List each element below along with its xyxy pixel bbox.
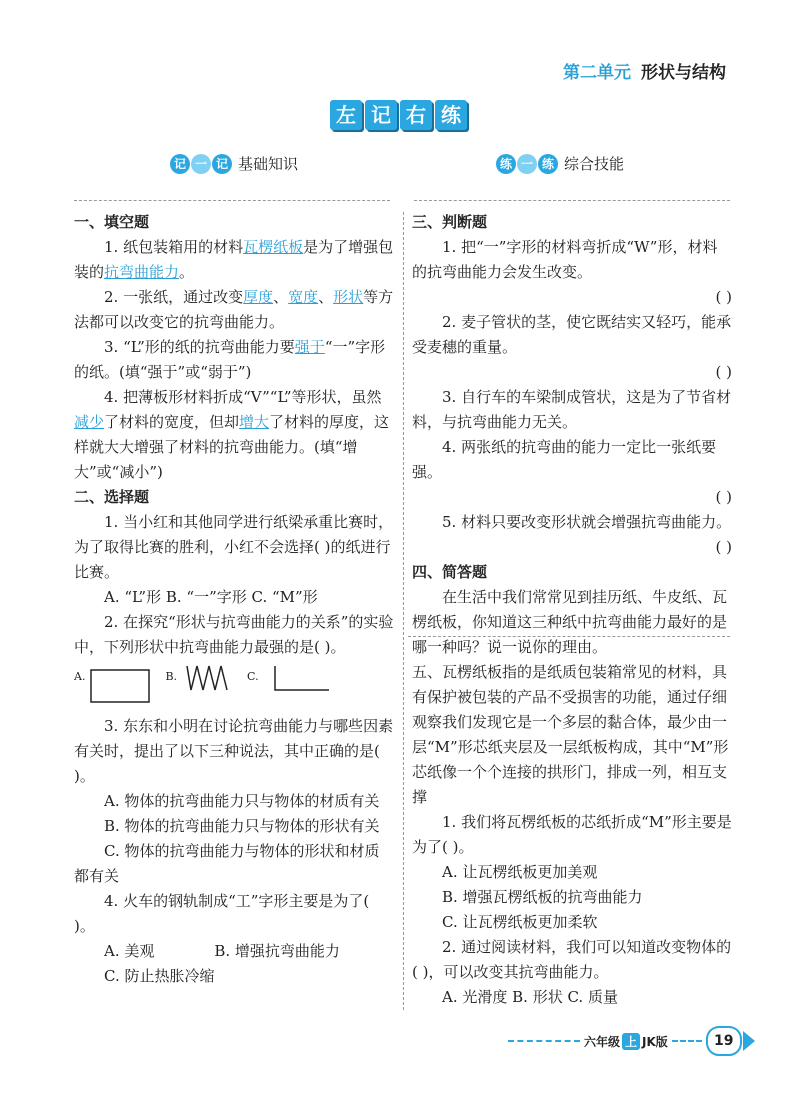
- right-badge: [496, 154, 558, 174]
- answer-paren: ( ): [715, 363, 732, 381]
- choice-options-1: A. “L”形 B. “一”字形 C. “M”形: [104, 588, 318, 606]
- grade-label: 六年级: [584, 1034, 621, 1049]
- option-label: B.: [165, 670, 178, 683]
- page-header: [563, 58, 726, 83]
- fill-question-2: 2. 一张纸，通过改变厚度、宽度、形状等方法都可以改变它的抗弯曲能力。: [74, 288, 394, 331]
- section-title-fill: 一、填空题: [74, 213, 150, 231]
- page-number: 19: [706, 1026, 742, 1056]
- option-label: C.: [247, 670, 259, 683]
- right-section-label: 综合技能: [564, 155, 625, 173]
- reading-question-2: 2. 通过阅读材料，我们可以知道改变物体的( )，可以改变其抗弯曲能力。: [412, 938, 732, 981]
- shape-option-c: [247, 664, 333, 694]
- choice-options-4: A. 美观 B. 增强抗弯曲能力: [104, 942, 340, 960]
- reading-section: [412, 660, 732, 1010]
- shape-option-b: [165, 664, 233, 694]
- choice-option-4c: C. 防止热胀冷缩: [104, 967, 215, 985]
- arrow-right-icon: [743, 1031, 755, 1051]
- unit-title: 形状与结构: [641, 63, 726, 83]
- left-section-heading: [170, 153, 298, 174]
- choice-question-1: 1. 当小红和其他同学进行纸梁承重比赛时，为了取得比赛的胜利，小红不会选择( )的纸进行比赛。: [74, 513, 394, 581]
- reading-option-1a: A. 让瓦楞纸板更加美观: [442, 863, 598, 881]
- answer: 减少: [74, 413, 105, 431]
- judge-answer-row: [412, 535, 732, 560]
- left-section-label: 基础知识: [238, 155, 299, 173]
- answer: 宽度: [288, 288, 319, 306]
- answer: 强于: [294, 338, 325, 356]
- unit-label: 第二单元: [563, 63, 631, 83]
- judge-answer-row: [412, 285, 732, 310]
- judge-item: 2. 麦子管状的茎，使它既结实又轻巧，能承受麦穗的重量。: [412, 313, 732, 356]
- column-divider: [403, 212, 404, 1010]
- answer: 形状: [333, 288, 364, 306]
- answer: 抗弯曲能力: [104, 263, 180, 281]
- reading-options-2: A. 光滑度 B. 形状 C. 质量: [442, 988, 618, 1006]
- judge-item: 1. 把“一”字形的材料弯折成“W”形，材料的抗弯曲能力会发生改变。: [412, 238, 718, 281]
- judge-item: 5. 材料只要改变形状就会增强抗弯曲能力。: [442, 513, 732, 531]
- footer-dash: [672, 1040, 702, 1042]
- reading-option-1b: B. 增强瓦楞纸板的抗弯曲能力: [442, 888, 643, 906]
- short-answer-question: 在生活中我们常常见到挂历纸、牛皮纸、瓦楞纸板，你知道这三种纸中抗弯曲能力最好的是哪一种吗？说一说你的理由。: [412, 588, 728, 656]
- answer-paren: ( ): [715, 288, 732, 306]
- fill-question-4: 4. 把薄板形材料折成“V”“L”等形状，虽然减少了材料的宽度，但却增大了材料的厚度，这样就大大增强了材料的抗弯曲能力。(填“增大”或“减小”): [74, 388, 390, 481]
- left-column: [74, 210, 394, 989]
- fill-question-3: 3. “L”形的纸的抗弯曲能力要强于“一”字形的纸。(填“强于”或“弱于”): [74, 338, 386, 381]
- badge-char: 记: [212, 154, 232, 174]
- term-label: 上: [622, 1033, 640, 1050]
- choice-question-3: 3. 东东和小明在讨论抗弯曲能力与哪些因素有关时，提出了以下三种说法，其中正确的是( )。: [74, 717, 394, 785]
- choice-option-3a: A. 物体的抗弯曲能力只与物体的材质有关: [104, 792, 380, 810]
- judge-answer-row: [412, 485, 732, 510]
- answer: 厚度: [243, 288, 274, 306]
- banner-char: 左: [330, 100, 362, 130]
- reading-question-1: 1. 我们将瓦楞纸板的芯纸折成“M”形主要是为了( )。: [412, 813, 732, 856]
- banner-char: 右: [400, 100, 432, 130]
- section-title-judge: 三、判断题: [412, 213, 488, 231]
- section-title-choice: 二、选择题: [74, 488, 150, 506]
- page-footer: [508, 1026, 755, 1056]
- left-divider: [74, 200, 390, 201]
- choice-question-2: 2. 在探究“形状与抗弯曲能力的关系”的实验中，下列形状中抗弯曲能力最强的是( )。: [74, 613, 394, 656]
- badge-char: 一: [517, 154, 537, 174]
- shape-options: [74, 664, 394, 714]
- footer-dash: [508, 1040, 580, 1042]
- reading-intro: 五、瓦楞纸板指的是纸质包装箱常见的材料，具有保护被包装的产品不受损害的功能，通过仔细观察我们发现它是一个多层的黏合体，最少由一层“M”形芯纸夹层及一层纸板构成，其中“M”形芯纸像一个个连接的拱形门，排成一列，相互支撑: [412, 663, 729, 806]
- judge-item: 3. 自行车的车梁制成管状，这是为了节省材料，与抗弯曲能力无关。: [412, 388, 732, 431]
- choice-option-3c: C. 物体的抗弯曲能力与物体的形状和材质都有关: [74, 842, 380, 885]
- banner-char: 练: [435, 100, 467, 130]
- rectangle-shape-icon: [89, 664, 151, 704]
- answer-paren: ( ): [715, 488, 732, 506]
- answer: 瓦楞纸板: [243, 238, 304, 256]
- section-title-short: 四、简答题: [412, 563, 488, 581]
- banner-char: 记: [365, 100, 397, 130]
- section-banner: [330, 100, 467, 130]
- badge-char: 一: [191, 154, 211, 174]
- edition-label: JK版: [642, 1034, 668, 1049]
- badge-char: 记: [170, 154, 190, 174]
- l-shape-icon: [263, 664, 333, 694]
- option-label: A.: [74, 670, 86, 683]
- judge-item: 4. 两张纸的抗弯曲的能力一定比一张纸要强。: [412, 438, 717, 481]
- choice-option-3b: B. 物体的抗弯曲能力只与物体的形状有关: [104, 817, 380, 835]
- answer: 增大: [239, 413, 270, 431]
- answer-paren: ( ): [715, 538, 732, 556]
- judge-answer-row: [412, 360, 732, 385]
- badge-char: 练: [496, 154, 516, 174]
- reading-option-1c: C. 让瓦楞纸板更加柔软: [442, 913, 598, 931]
- right-section-heading: [496, 153, 624, 174]
- left-badge: [170, 154, 232, 174]
- badge-char: 练: [538, 154, 558, 174]
- shape-option-a: [74, 664, 151, 704]
- right-divider: [414, 200, 730, 201]
- zigzag-shape-icon: [181, 664, 233, 694]
- fill-question-1: 1. 纸包装箱用的材料瓦楞纸板是为了增强包装的抗弯曲能力。: [74, 238, 394, 281]
- choice-question-4: 4. 火车的钢轨制成“工”字形主要是为了( )。: [74, 892, 370, 935]
- right-column: [412, 210, 732, 660]
